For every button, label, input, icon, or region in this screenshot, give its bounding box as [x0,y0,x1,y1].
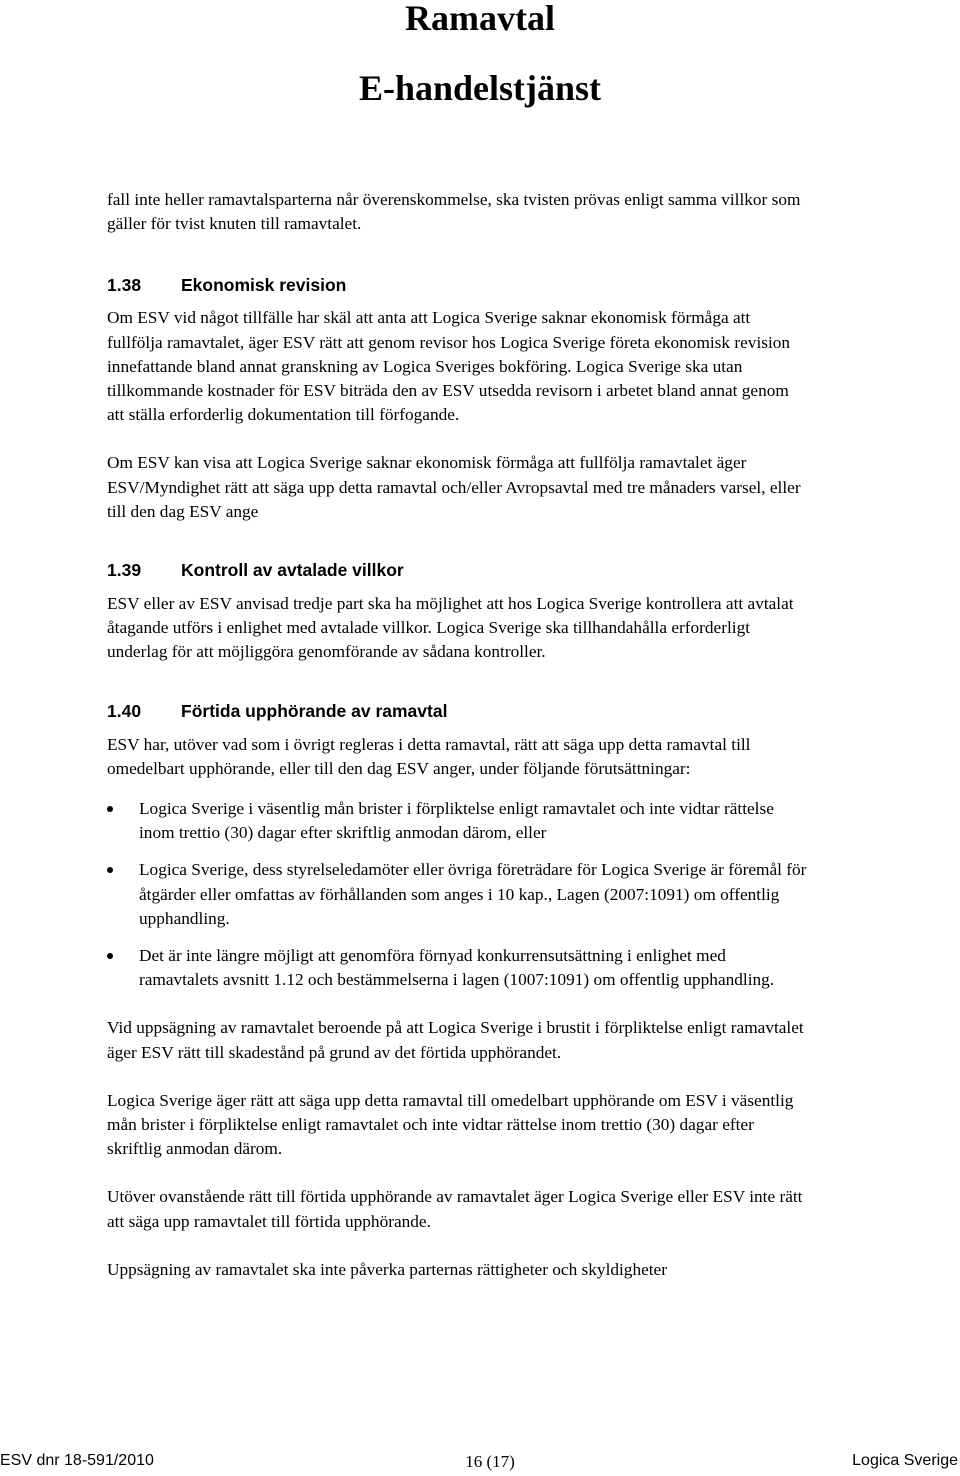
section-heading-1-39 [107,558,807,582]
section-number: 1.38 [107,275,142,296]
page-footer [0,1452,960,1474]
intro-paragraph: fall inte heller ramavtalsparterna når överenskommelse, ska tvisten prövas enligt samma villkor som gäller för tvist knuten till ramavtalet. [107,190,801,234]
list-item: Logica Sverige, dess styrelseledamöter eller övriga företrädare för Logica Sverige är föremål för åtgärder eller omfattas av förhållanden som anges i 10 kap., Lagen (2007:1091) om offentlig upphandling. [107,858,807,931]
section-number: 1.40 [107,700,142,721]
paragraph: Om ESV kan visa att Logica Sverige saknar ekonomisk förmåga att fullfölja ramavtalet äger ESV/Myndighet rätt att säga upp detta ramavtal och/eller Avropsavtal med tre månaders varsel, eller till den dag ESV ange [107,453,801,521]
paragraph: ESV har, utöver vad som i övrigt regleras i detta ramavtal, rätt att säga upp detta ramavtal till omedelbart upphörande, eller till den dag ESV anger, under följande förutsättningar: [107,734,751,778]
bullet-icon [107,806,113,812]
bullet-icon [107,953,113,959]
section-heading-1-38 [107,273,807,297]
paragraph: Uppsägning av ramavtalet ska inte påverka parternas rättigheter och skyldigheter [107,1259,667,1279]
paragraph: Vid uppsägning av ramavtalet beroende på att Logica Sverige i brustit i förpliktelse enligt ramavtalet äger ESV rätt till skadestånd på grund av det förtida upphörandet. [107,1018,804,1062]
section-number: 1.39 [107,560,142,581]
footer-doc-number: ESV dnr 18-591/2010 [0,1452,154,1469]
paragraph: Utöver ovanstående rätt till förtida upphörande av ramavtalet äger Logica Sverige eller ESV inte rätt att säga upp ramavtalet till förtida upphörande. [107,1187,803,1231]
section-title: Kontroll av avtalade villkor [181,560,404,581]
footer-page-number: 16 (17) [465,1452,515,1471]
section-title: Förtida upphörande av ramavtal [181,700,448,721]
conditions-list [107,797,807,992]
list-item: Det är inte längre möjligt att genomföra förnyad konkurrensutsättning i enlighet med ramavtalets avsnitt 1.12 och bestämmelserna i lagen (1007:1091) om offentlig upphandling. [107,944,807,992]
paragraph: Logica Sverige äger rätt att säga upp detta ramavtal till omedelbart upphörande om ESV i väsentlig mån brister i förpliktelse enligt ramavtalet och inte vidtar rättelse inom trettio (30) dagar efter skriftlig anmodan därom. [107,1090,794,1159]
paragraph: Om ESV vid något tillfälle har skäl att anta att Logica Sverige saknar ekonomisk förmåga att fullfölja ramavtalet, äger ESV rätt att genom revisor hos Logica Sverige företa ekonomisk revision innefattande bland annat granskning av Logica Sveriges bokföring. Logica Sverige ska utan tillkommande kostnader för ESV biträda den av ESV utsedda revisorn i arbetet bland annat genom att ställa erforderlig dokumentation till förfogande. [107,308,791,425]
footer-company: Logica Sverige [852,1452,958,1469]
document-body [107,188,807,1282]
paragraph: ESV eller av ESV anvisad tredje part ska ha möjlighet att hos Logica Sverige kontrollera att avtalat åtagande utförs i enlighet med avtalade villkor. Logica Sverige ska tillhandahålla erforderligt underlag för att möjliggöra genomförande av sådana kontroller. [107,594,794,662]
list-item: Logica Sverige i väsentlig mån brister i förpliktelse enligt ramavtalet och inte vidtar rättelse inom trettio (30) dagar efter skriftlig anmodan därom, eller [107,797,807,845]
document-subtitle: E-handelstjänst [358,68,602,108]
document-title: Ramavtal [405,0,555,38]
section-heading-1-40 [107,699,807,723]
bullet-icon [107,867,113,873]
section-title: Ekonomisk revision [181,275,347,296]
